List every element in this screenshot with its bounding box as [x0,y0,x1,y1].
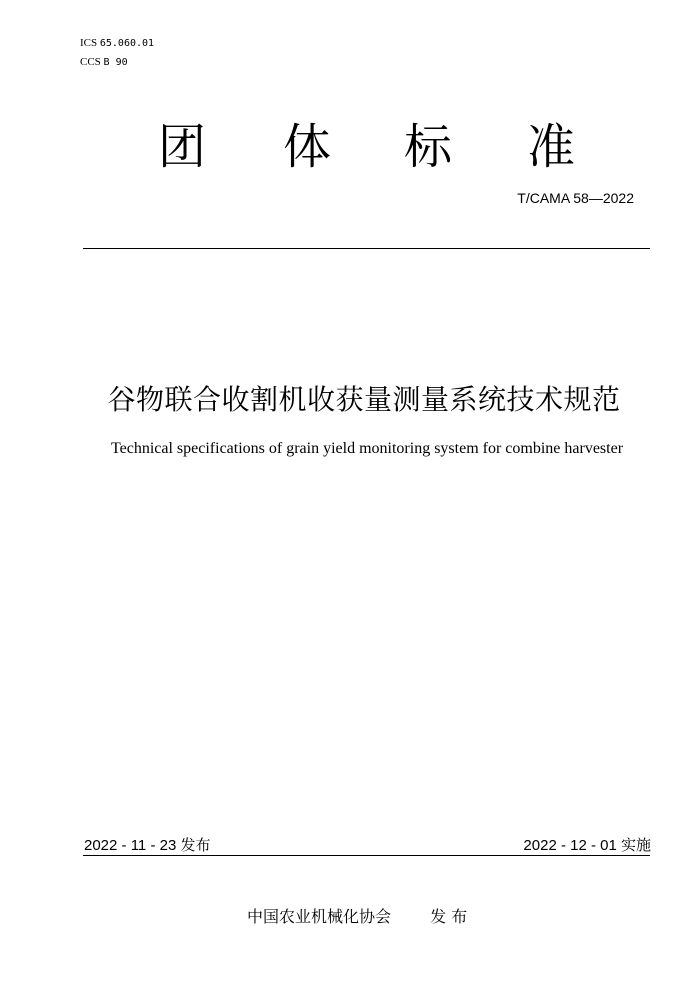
standard-type-heading [0,112,700,182]
standard-type-char: 准 [527,119,576,175]
standard-type-char: 体 [283,119,332,175]
publisher-line [247,904,467,927]
classification-codes [80,34,154,72]
header-divider [83,248,650,249]
publisher-action: 发 布 [430,907,468,926]
implementation-date: 2022 - 12 - 01 实施 [523,837,651,854]
ics-label: ICS [80,37,98,49]
ccs-line [80,53,154,72]
standard-type-char: 标 [404,119,453,175]
document-title-english: Technical specifications of grain yield monitoring system for combine harvester [110,440,624,457]
document-title-chinese: 谷物联合收割机收获量测量系统技术规范 [107,383,621,416]
publisher-organization: 中国农业机械化协会 [247,907,392,926]
footer-divider [83,855,650,856]
ics-code: 65.060.01 [99,38,155,49]
ics-line [80,34,154,53]
standard-type-char: 团 [158,119,207,175]
ccs-label: CCS [80,56,101,68]
ccs-code: B 90 [103,57,128,68]
standard-number: T/CAMA 58—2022 [517,190,634,206]
publish-date: 2022 - 11 - 23 发布 [84,837,211,854]
